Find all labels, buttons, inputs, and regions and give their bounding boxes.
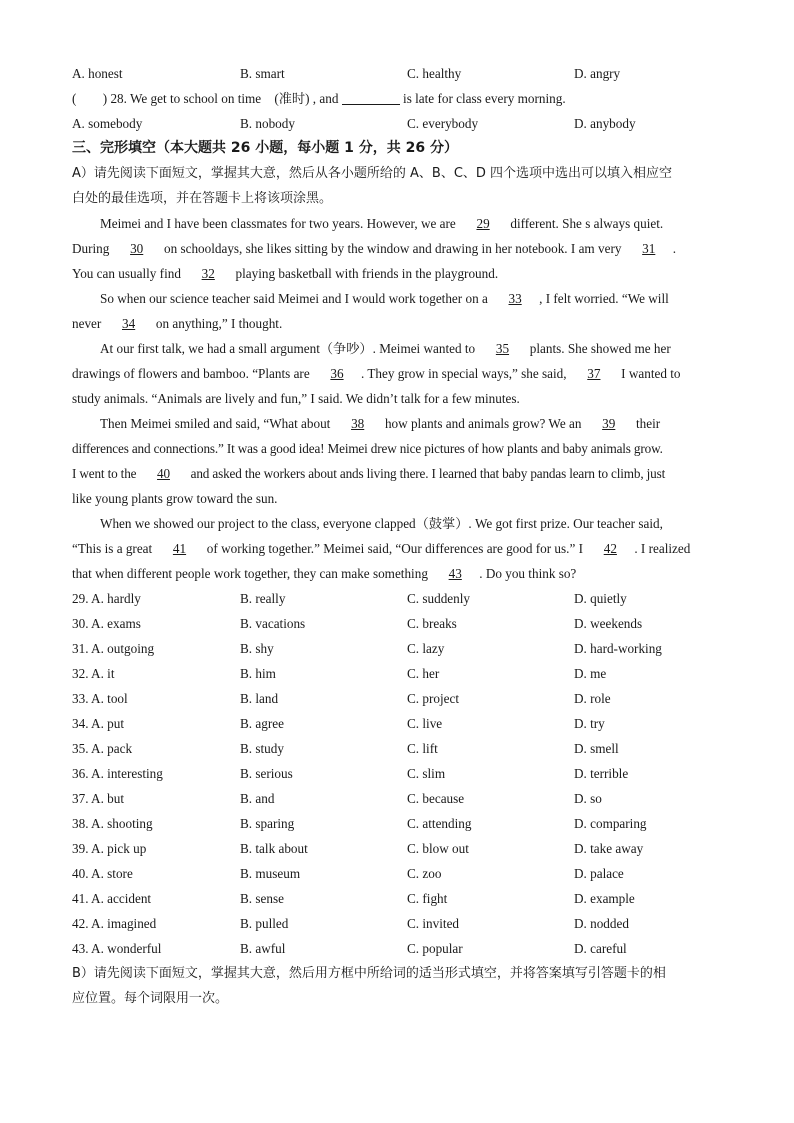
- text: on schooldays, she likes sitting by the window and drawing in her notebook. I am very: [163, 241, 622, 256]
- option-a: 31. A. outgoing: [72, 641, 155, 656]
- question-row: [72, 786, 722, 811]
- option-b: B. pulled: [240, 916, 289, 931]
- text: “This is a great: [72, 541, 153, 556]
- option-c: C. invited: [407, 916, 460, 931]
- option-a: A. somebody: [72, 116, 143, 131]
- passage-line: [72, 461, 722, 486]
- text: differences and connections.” It was a good idea! Meimei drew nice pictures of how plants and baby animals grow.: [72, 441, 663, 456]
- option-c: C. lift: [407, 741, 438, 756]
- option-a: 36. A. interesting: [72, 766, 163, 781]
- option-d: D. comparing: [574, 816, 647, 831]
- text: of working together.” Meimei said, “Our differences are good for us.” I: [206, 541, 584, 556]
- option-a: 34. A. put: [72, 716, 125, 731]
- option-c: C. live: [407, 716, 443, 731]
- passage-line: [72, 336, 722, 361]
- section-heading: 三、完形填空（本大题共 26 小题，每小题 1 分，共 26 分）: [72, 140, 458, 156]
- option-b: B. awful: [240, 941, 286, 956]
- text: . Do you think so?: [479, 566, 577, 581]
- passage-line: [72, 561, 722, 586]
- text: how plants and animals grow? We an: [384, 416, 582, 431]
- option-b: B. really: [240, 591, 286, 606]
- option-b: B. smart: [240, 66, 285, 81]
- option-d: D. nodded: [574, 916, 629, 931]
- q28-options: [72, 111, 722, 136]
- question-row: [72, 661, 722, 686]
- option-a: 38. A. shooting: [72, 816, 153, 831]
- text: When we showed our project to the class, everyone clapped（鼓掌）. We got first prize. Our teacher said,: [100, 516, 663, 531]
- q28-stem: [72, 86, 722, 111]
- blank-35: 35: [495, 341, 510, 356]
- question-row: [72, 761, 722, 786]
- text: plants. She showed me her: [529, 341, 671, 356]
- text: study animals. “Animals are lively and fun,” I said. We didn’t talk for a few minutes.: [72, 391, 520, 406]
- passage-line: [72, 386, 722, 411]
- text: different. She s always quiet.: [510, 216, 664, 231]
- blank-40: 40: [157, 466, 170, 481]
- blank-39: 39: [602, 416, 616, 431]
- option-a: 32. A. it: [72, 666, 115, 681]
- option-d: D. weekends: [574, 616, 643, 631]
- text: I went to the: [72, 466, 137, 481]
- option-d: D. smell: [574, 741, 619, 756]
- option-b: B. nobody: [240, 116, 295, 131]
- option-c: C. her: [407, 666, 440, 681]
- option-b: B. agree: [240, 716, 284, 731]
- instruction-a-line1: A）请先阅读下面短文，掌握其大意，然后从各小题所给的 A、B、C、D 四个选项中选出可以填入相应空: [72, 166, 673, 181]
- blank-29: 29: [476, 216, 490, 231]
- instruction-b-line2: 应位置。每个词限用一次。: [72, 991, 229, 1006]
- option-c: C. suddenly: [407, 591, 471, 606]
- blank-37: 37: [587, 366, 601, 381]
- blank-32: 32: [201, 266, 215, 281]
- option-d: D. quietly: [574, 591, 627, 606]
- option-c: C. blow out: [407, 841, 469, 856]
- blank-33: 33: [508, 291, 522, 306]
- option-c: C. zoo: [407, 866, 442, 881]
- option-a: 37. A. but: [72, 791, 125, 806]
- option-d: D. hard-working: [574, 641, 662, 656]
- option-b: B. sense: [240, 891, 284, 906]
- option-b: B. shy: [240, 641, 274, 656]
- option-d: D. me: [574, 666, 607, 681]
- text: At our first talk, we had a small argument（争吵）. Meimei wanted to: [100, 341, 476, 356]
- instruction-a-line2: 白处的最佳选项，并在答题卡上将该项涂黑。: [72, 191, 333, 206]
- question-row: [72, 911, 722, 936]
- blank-43: 43: [448, 566, 462, 581]
- option-a: 40. A. store: [72, 866, 133, 881]
- text: Then Meimei smiled and said, “What about: [100, 416, 331, 431]
- option-d: D. example: [574, 891, 635, 906]
- passage-line: [72, 211, 722, 236]
- exam-page: [72, 61, 722, 1011]
- option-b: B. talk about: [240, 841, 308, 856]
- option-a: 39. A. pick up: [72, 841, 147, 856]
- option-d: D. angry: [574, 66, 621, 81]
- text: So when our science teacher said Meimei and I would work together on a: [100, 291, 488, 306]
- question-row: [72, 611, 722, 636]
- text: I wanted to: [621, 366, 681, 381]
- text: playing basketball with friends in the playground.: [235, 266, 499, 281]
- option-c: C. lazy: [407, 641, 445, 656]
- question-row: [72, 636, 722, 661]
- passage-line: [72, 261, 722, 286]
- passage-line: [72, 236, 722, 261]
- q28-suffix: is late for class every morning.: [403, 91, 566, 106]
- text: . I realized: [634, 541, 691, 556]
- option-a: 30. A. exams: [72, 616, 141, 631]
- option-d: D. try: [574, 716, 605, 731]
- option-c: C. slim: [407, 766, 446, 781]
- question-row: [72, 811, 722, 836]
- option-b: B. sparing: [240, 816, 295, 831]
- question-row: [72, 711, 722, 736]
- text: that when different people work together, they can make something: [72, 566, 428, 581]
- passage-line: [72, 511, 722, 536]
- option-d: D. role: [574, 691, 611, 706]
- option-b: B. and: [240, 791, 275, 806]
- blank-31: 31: [642, 241, 656, 256]
- passage-line: [72, 311, 722, 336]
- passage-line: [72, 436, 722, 461]
- option-c: C. breaks: [407, 616, 457, 631]
- text: . They grow in special ways,” she said,: [360, 366, 567, 381]
- blank-42: 42: [603, 541, 617, 556]
- q28-blank: [342, 90, 400, 105]
- blank-30: 30: [130, 241, 144, 256]
- blank-36: 36: [330, 366, 344, 381]
- option-a: 42. A. imagined: [72, 916, 157, 931]
- option-b: B. vacations: [240, 616, 306, 631]
- option-b: B. land: [240, 691, 279, 706]
- option-b: B. museum: [240, 866, 301, 881]
- text: on anything,” I thought.: [155, 316, 283, 331]
- option-c: C. because: [407, 791, 465, 806]
- option-a: 29. A. hardly: [72, 591, 141, 606]
- text: and asked the workers about ands living there. I learned that baby pandas learn to climb, just: [190, 466, 666, 481]
- option-a: A. honest: [72, 66, 123, 81]
- option-a: 33. A. tool: [72, 691, 128, 706]
- option-a: 41. A. accident: [72, 891, 152, 906]
- option-d: D. palace: [574, 866, 624, 881]
- option-b: B. him: [240, 666, 276, 681]
- option-d: D. take away: [574, 841, 644, 856]
- question-row: [72, 861, 722, 886]
- passage-line: [72, 361, 722, 386]
- question-row: [72, 586, 722, 611]
- option-b: B. study: [240, 741, 284, 756]
- text: their: [636, 416, 661, 431]
- question-row: [72, 886, 722, 911]
- question-row: [72, 686, 722, 711]
- text: never: [72, 316, 102, 331]
- q27-options: [72, 61, 722, 86]
- text: You can usually find: [72, 266, 181, 281]
- text: drawings of flowers and bamboo. “Plants are: [72, 366, 310, 381]
- option-c: C. healthy: [407, 66, 462, 81]
- question-row: [72, 936, 722, 961]
- text: Meimei and I have been classmates for two years. However, we are: [100, 216, 456, 231]
- option-a: 35. A. pack: [72, 741, 133, 756]
- option-b: B. serious: [240, 766, 293, 781]
- blank-34: 34: [122, 316, 136, 331]
- passage-line: [72, 486, 722, 511]
- option-c: C. fight: [407, 891, 448, 906]
- q28-prefix: ( ) 28. We get to school on time (准时) , and: [72, 91, 339, 106]
- blank-38: 38: [351, 416, 365, 431]
- instruction-b-line1: B）请先阅读下面短文，掌握其大意，然后用方框中所给词的适当形式填空，并将答案填写引答题卡的相: [72, 966, 666, 981]
- question-row: [72, 736, 722, 761]
- option-d: D. anybody: [574, 116, 636, 131]
- option-d: D. terrible: [574, 766, 629, 781]
- question-list: [72, 586, 722, 961]
- text: During: [72, 241, 110, 256]
- option-c: C. attending: [407, 816, 472, 831]
- text: , I felt worried. “We will: [539, 291, 669, 306]
- option-d: D. so: [574, 791, 602, 806]
- option-d: D. careful: [574, 941, 627, 956]
- blank-41: 41: [172, 541, 187, 556]
- option-c: C. everybody: [407, 116, 479, 131]
- option-a: 43. A. wonderful: [72, 941, 162, 956]
- passage-line: [72, 411, 722, 436]
- passage-line: [72, 536, 722, 561]
- option-c: C. project: [407, 691, 460, 706]
- text: like young plants grow toward the sun.: [72, 491, 278, 506]
- option-c: C. popular: [407, 941, 463, 956]
- question-row: [72, 836, 722, 861]
- passage-line: [72, 286, 722, 311]
- text: .: [672, 241, 677, 256]
